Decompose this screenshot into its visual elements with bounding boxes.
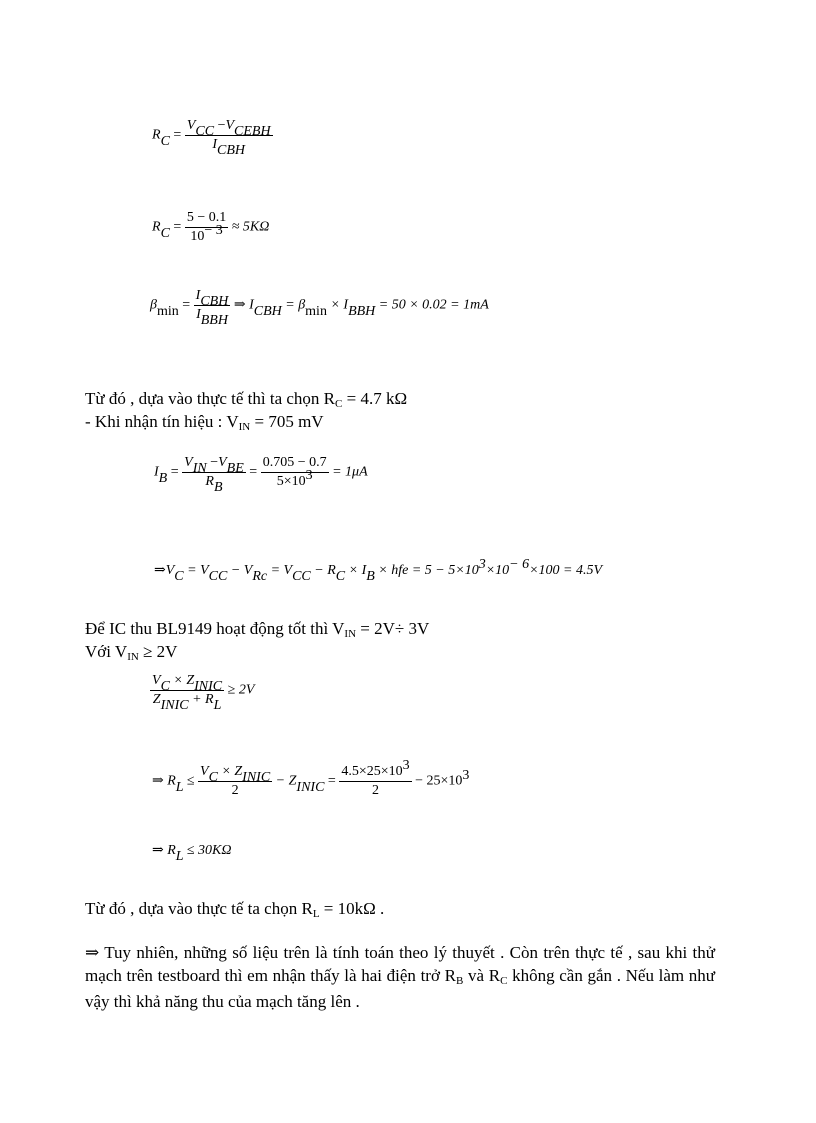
equation-rc-formula: RC = $\frac{\text{VCC −VCEBH}}{\text{ICBH}}$ — [152, 118, 271, 158]
conclusion-paragraph: ⇒ Tuy nhiên, những số liệu trên là tính toán theo lý thuyết . Còn trên thực tế , sau khi thử mạch trên testboard thì em nhận thấy là hai điện trở RB và RC không cần gắn . Nếu làm như vậy thì khả năng thu của mạch tăng lên . — [85, 943, 716, 1011]
text-line-choose-rl: Từ đó , dựa vào thực tế ta chọn RL = 10kΩ . — [85, 899, 385, 920]
equation-vc: ⇒VC = VCC − VRc = VCC − RC × IB × hfe = 5 − 5×103×10− 6×100 = 4.5V — [154, 557, 603, 584]
equation-rc-value: RC = $\frac{5 - 0.1}{10- 3}$ ≈ 5KΩ — [152, 210, 270, 244]
equation-rl-inequality: ⇒ RL ≤ $\frac{\text{VC × ZINIC}}{2}$ − ZINIC = $\frac{4.5\times 25\times 103}{2}$ − 25×103 — [152, 758, 470, 798]
equation-ratio: $\frac{\text{VC × ZINIC}}{\text{ZINIC + RL}}$ ≥ 2V — [152, 673, 255, 713]
text-line-choose-rc: Từ đó , dựa vào thực tế thì ta chọn RC = 4.7 kΩ — [85, 389, 408, 410]
text-line-vin-ge: Với VIN ≥ 2V — [85, 642, 178, 663]
equation-ib: IB = $\frac{\text{VIN −VBE}}{RB}$ = $\frac{0.705 - 0.7}{5\times 103}$ = 1μA — [154, 455, 368, 495]
equation-beta-min: βmin = $\frac{\text{ICBH}}{\text{IBBH}}$ ⇒ ICBH = βmin × IBBH = 50 × 0.02 = 1mA — [150, 288, 489, 328]
text-line-ic-condition: Để IC thu BL9149 hoạt động tốt thì VIN = 2V÷ 3V — [85, 619, 430, 640]
text-line-signal: - Khi nhận tín hiệu : VIN = 705 mV — [85, 412, 324, 433]
equation-rl-result: ⇒ RL ≤ 30KΩ — [152, 843, 232, 864]
